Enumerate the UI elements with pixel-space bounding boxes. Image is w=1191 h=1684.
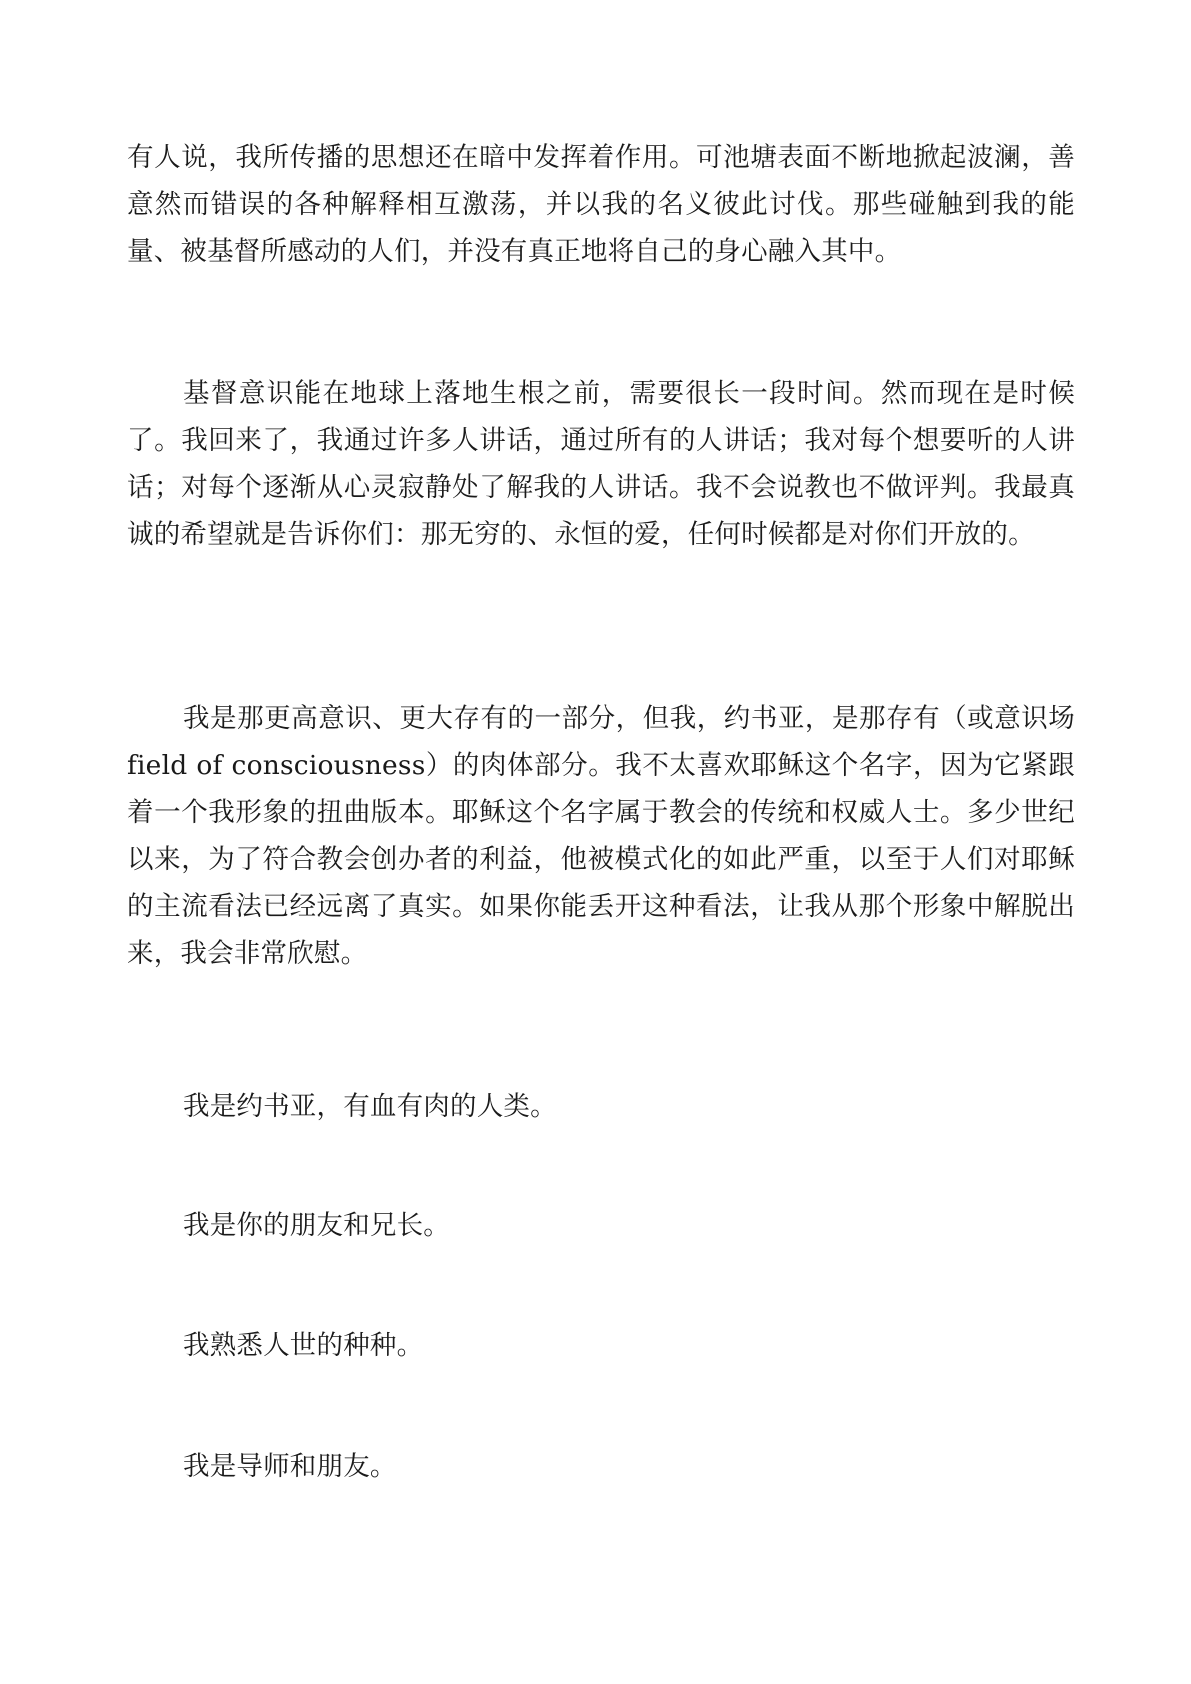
paragraph-7: 我是导师和朋友。 [183,1451,397,1482]
paragraph-1: 有人说，我所传播的思想还在暗中发挥着作用。可池塘表面不断地掀起波澜，善意然而错误的各种解释相互激荡，并以我的名义彼此讨伐。那些碰触到我的能量、被基督所感动的人们，并没有真正地将自己的身心融入其中。 [127,142,1075,267]
paragraph-4: 我是约书亚，有血有肉的人类。 [183,1091,557,1122]
paragraph-3: 我是那更高意识、更大存有的一部分，但我，约书亚，是那存有（或意识场 field of consciousness）的肉体部分。我不太喜欢耶稣这个名字，因为它紧跟着一个我形象的扭曲版本。耶稣这个名字属于教会的传统和权威人士。多少世纪以来，为了符合教会创办者的利益，他被模式化的如此严重，以至于人们对耶稣的主流看法已经远离了真实。如果你能丢开这种看法，让我从那个形象中解脱出来，我会非常欣慰。 [127,703,1075,969]
paragraph-6: 我熟悉人世的种种。 [183,1330,424,1361]
paragraph-2: 基督意识能在地球上落地生根之前，需要很长一段时间。然而现在是时候了。我回来了，我通过许多人讲话，通过所有的人讲话；我对每个想要听的人讲话；对每个逐渐从心灵寂静处了解我的人讲话。我不会说教也不做评判。我最真诚的希望就是告诉你们：那无穷的、永恒的爱，任何时候都是对你们开放的。 [127,378,1075,550]
paragraph-5: 我是你的朋友和兄长。 [183,1210,450,1241]
